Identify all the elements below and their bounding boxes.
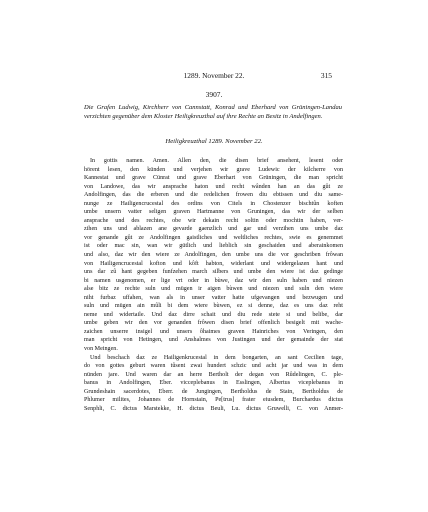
text-line: umbe geben wir den vor genanden frôwen disen brief offenlich besigelt mit wache-	[84, 320, 343, 327]
text-line: man spricht von Hetingen, und Anshalmes von Justingen und der gemainde der stat	[84, 337, 343, 344]
text-line: banus in Andolfingen, Eber. vicceplebanus in Esslingen, Albertus viceplebanus in	[84, 380, 343, 387]
text-line: Kannestat und grave Cünrat und grave Eberhart von Grüningen, die man spricht	[84, 175, 343, 182]
text-line: neme und widertaile. Und daz dirre schait und diu rede stete si und belibe, dar	[84, 311, 343, 318]
text-line: nünden jare. Und waren dar an herre Bertholt der degan von Rûdelingen, C. ple-	[84, 371, 343, 378]
text-line: niht furbaz uffahen, wan als in unser vatter hatte ufgevangen und bezwugen und	[84, 294, 343, 301]
text-line: In gottis namen. Amen. Allen den, die disen brief ansehent, lesent oder	[90, 158, 343, 164]
text-line: Phlumer milites, Johannes de Hornstain, Pe[trus] frater eiusdem, Burchardus dictus	[84, 397, 343, 404]
text-line: ansprache und des rechtes, obe wir dekain recht soltin oder mochtin haben, ver-	[84, 217, 343, 224]
text-line: umbe unsern vatter seligen graven Hartmanne von Gruningen, das wir der selben	[84, 209, 343, 216]
text-line: von Hailigencrucestal kofton und kôft habton, widerlant und widergelazen hant und	[84, 260, 343, 267]
document-number: 3907.	[205, 90, 223, 99]
dateline: Heiligkreuzthal 1289. November 22.	[165, 138, 263, 145]
text-line: bi namen usgenomen, er lige vrt oder in bùwe, daz wir den suln haben und niezen	[84, 277, 343, 284]
text-line: Und beschach daz ze Hailigenkrucestal in dem bongarten, an sant Cecilien tage,	[90, 354, 343, 361]
regest-summary: Die Grafen Ludwig, Kirchherr von Cannstatt, Konrad und Eberhard von Grüningen-Landau verzichten gegenüber dem Kloster Heiligkreuzthal auf ihre Rechte an Besitz in Andelfingen.	[84, 104, 342, 120]
text-line: vor genande gût ze Andolfingen gaistliches und weltliches rechtes, swie es genemmet	[84, 234, 343, 241]
text-line: suln und mügen ain mûli bi dem wiere bùwen, ez si denne, daz es uns daz reht	[84, 303, 343, 310]
text-line: nunge ze Hailigencrucestal des ordins von Citels in Chostenzer bischtûn koften	[84, 200, 343, 207]
text-line: Senphli, C. dictus Marstekke, H. dictus Beuli, Lu. dictus Gruwelli, C. von Anmer-	[84, 405, 343, 412]
text-line: zihen uns und ablazen ane gevarde gaenzlich und gar und verzihen uns umbe daz	[84, 226, 343, 233]
text-line: Andolfingen, das die erberen und die redelichen frowen diu ebtissen und diu same-	[84, 192, 343, 199]
charter-text	[84, 157, 343, 413]
page-number: 315	[320, 71, 332, 80]
text-line: zaichen unserre insigel und unsers ôhaimes graven Hainriches von Veringen, den	[84, 328, 343, 335]
text-line: und also, daz wir den wiere ze Andolfingen, den umbe uns die vor geschriben frôwan	[84, 252, 343, 259]
text-line: Grundeshain sacerdotes, Eberr. de Jungingen, Bertholdus de Stain, Bertholdus de	[84, 388, 343, 395]
text-line: ist oder mac sin, wan wir gütlich und lieblich sin geschaiden und aberainkomen	[84, 243, 343, 250]
running-head-date: 1289. November 22.	[183, 71, 245, 80]
text-line: uns dar zû hant gegeben funfzehen march silbers und umbe den wiere ist daz gedinge	[84, 269, 343, 276]
text-line: do von gottes geburt waren tûsent zwai hundert schzic und acht jar und was in dem	[84, 363, 343, 370]
text-line: hörent lesen, den künden und verjehen wir grave Ludewic der kilcherre von	[84, 166, 343, 173]
text-line: alse bitz ze rechte suln und mügen ir aigen bùwen und niezen und suln den wiere	[84, 286, 343, 293]
text-line: von Landowe, das wir ansprache haton und recht wânden han an das gût ze	[84, 183, 343, 190]
text-line: von Meingen.	[84, 346, 118, 353]
